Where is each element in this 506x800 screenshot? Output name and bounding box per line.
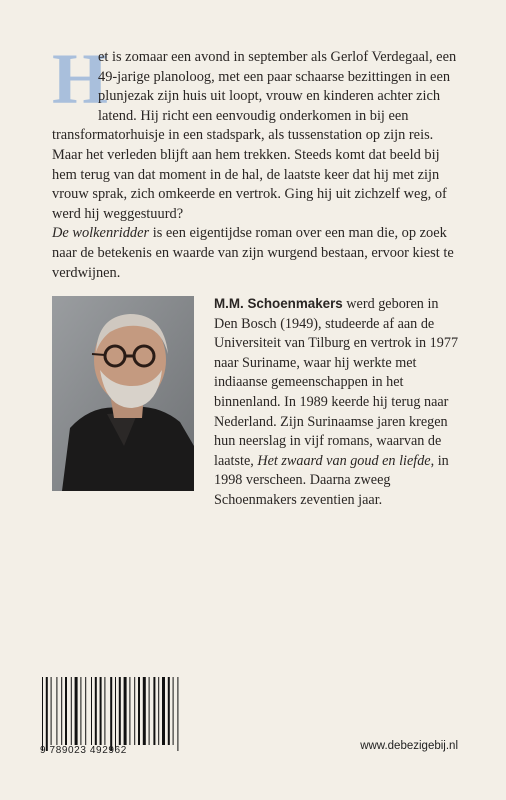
bio-text-2: , in 1998 verscheen. Daarna zweeg Schoenmakers zeventien jaar.	[214, 452, 449, 508]
bio-book-title: Het zwaard van goud en liefde	[257, 452, 431, 469]
isbn-digits: 9 789023 492962	[40, 745, 127, 756]
barcode-bar	[162, 677, 165, 745]
barcode-bar	[149, 677, 150, 745]
barcode-bar	[129, 677, 130, 745]
publisher-website: www.debezigebij.nl	[360, 740, 458, 752]
barcode-bar	[75, 677, 78, 745]
barcode-bar	[134, 677, 135, 745]
barcode-bar	[138, 677, 140, 745]
blurb-paragraph-3	[52, 224, 462, 283]
barcode-bar	[110, 677, 112, 751]
barcode-bar	[56, 677, 57, 745]
author-name: M.M. Schoenmakers	[214, 296, 343, 311]
barcode-bar	[61, 677, 62, 745]
barcode-bar	[153, 677, 155, 745]
author-bio	[214, 294, 464, 511]
drop-cap: H	[52, 39, 109, 119]
bio-text-1: werd geboren in Den Bosch (1949), studeerde af aan de Universiteit van Tilburg en vertrok in 1977 naar Suriname, waar hij werkte met indiaanse gemeenschappen in het binnenland. In 1989 keerde hij terug naar Nederland. Zijn Surinaamse jaren kregen hun neerslag in vijf romans, waarvan de laatste,	[214, 296, 459, 469]
barcode-bar	[51, 677, 52, 745]
bio-paragraph	[214, 294, 464, 511]
barcode-bar	[71, 677, 72, 745]
barcode-bar	[173, 677, 174, 745]
barcode-bar	[46, 677, 48, 751]
barcode-bar	[143, 677, 146, 745]
barcode-bar	[168, 677, 170, 745]
blurb-paragraph-3-text: is een eigentijdse roman over een man die, op zoek naar de betekenis en waarde van zijn wurgend bestaan, ervoor kiest te verdwijnen.	[52, 225, 454, 281]
barcode-bar	[119, 677, 121, 745]
barcode-bar	[177, 677, 178, 751]
barcode-bar	[104, 677, 105, 745]
barcode-bar	[115, 677, 116, 751]
barcode-bar	[91, 677, 92, 745]
barcode-bar	[85, 677, 86, 745]
barcode-bar	[42, 677, 43, 751]
barcode-bar	[100, 677, 102, 745]
barcode-bar	[124, 677, 127, 745]
author-photo	[52, 296, 194, 491]
barcode-bar	[65, 677, 67, 745]
blurb-paragraph-2: Maar het verleden blijft aan hem trekken. Steeds komt dat beeld bij hem terug van dat moment in de hal, de laatste keer dat hij met zijn vrouw sprak, zich omkeerde en vertrok. Ging hij uit zichzelf weg, of werd hij weggestuurd?	[52, 146, 447, 222]
back-cover-blurb	[52, 39, 462, 283]
barcode-bar	[80, 677, 81, 745]
author-portrait-illustration	[52, 296, 194, 491]
book-title: De wolkenridder	[52, 225, 150, 242]
barcode-bar	[95, 677, 97, 745]
blurb-paragraph-1: et is zomaar een avond in september als Gerlof Verdegaal, een 49-jarige planoloog, met een paar schaarse bezittingen in een plunjezak zijn huis uit loopt, vrouw en kinderen achter zich latend. Hij richt een eenvoudig onderkomen in bij een transformatorhuisje in een stadspark, als tussenstation op zijn reis.	[52, 49, 457, 144]
barcode-bar	[158, 677, 159, 745]
